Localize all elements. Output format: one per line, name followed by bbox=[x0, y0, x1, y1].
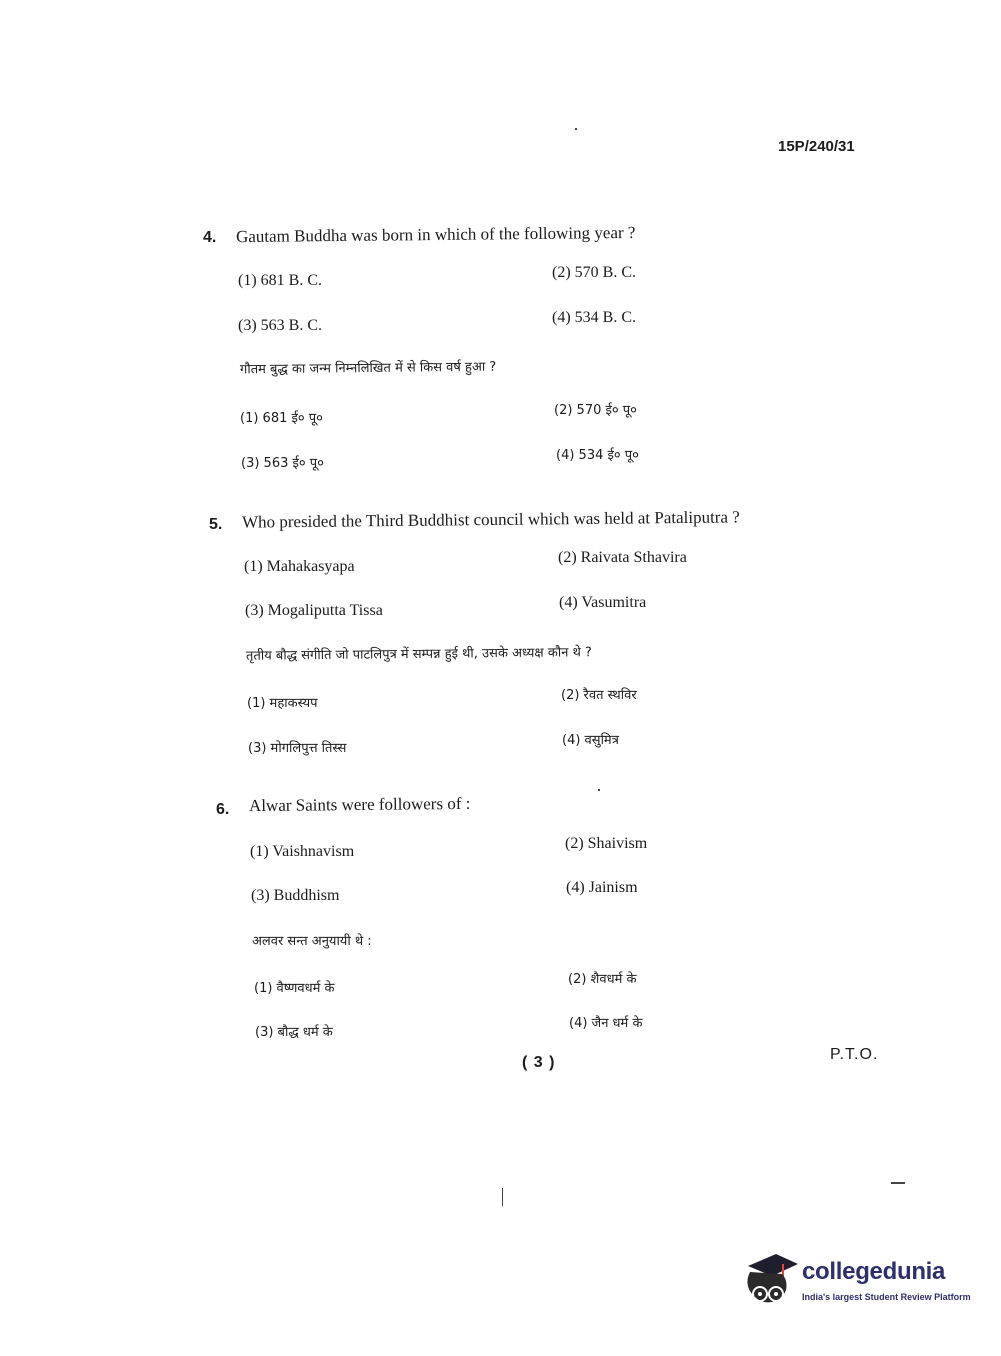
question-4-option-4-hi: (4) 534 ई० पू० bbox=[556, 448, 639, 463]
scan-mark bbox=[502, 1188, 503, 1206]
question-4-option-1-en: (1) 681 B. C. bbox=[238, 272, 322, 289]
question-5-text-en: Who presided the Third Buddhist council which was held at Pataliputra ? bbox=[241, 507, 740, 532]
scan-mark bbox=[891, 1182, 905, 1184]
question-4-number: 4. bbox=[203, 229, 217, 246]
question-6-option-2-hi: (2) शैवधर्म के bbox=[568, 972, 637, 987]
question-6-number: 6. bbox=[216, 801, 230, 818]
question-4-text-hi: गौतम बुद्ध का जन्म निम्नलिखित में से किस वर्ष हुआ ? bbox=[239, 359, 497, 378]
question-5-option-4-hi: (4) वसुमित्र bbox=[562, 733, 619, 748]
question-5-option-3-hi: (3) मोगलिपुत्त तिस्स bbox=[248, 741, 347, 756]
scan-speck bbox=[575, 128, 577, 130]
question-4-option-2-en: (2) 570 B. C. bbox=[552, 264, 636, 281]
question-5-option-2-en: (2) Raivata Sthavira bbox=[558, 549, 687, 566]
question-4-option-3-en: (3) 563 B. C. bbox=[238, 317, 322, 334]
question-5-option-1-en: (1) Mahakasyapa bbox=[244, 558, 355, 575]
pto-label: P.T.O. bbox=[830, 1046, 879, 1063]
question-6-option-1-hi: (1) वैष्णवधर्म के bbox=[254, 981, 335, 996]
paper-code: 15P/240/31 bbox=[778, 138, 855, 155]
question-6-option-4-hi: (4) जैन धर्म के bbox=[569, 1016, 643, 1031]
question-5-option-2-hi: (2) रैवत स्थविर bbox=[561, 688, 637, 703]
question-4-option-3-hi: (3) 563 ई० पू० bbox=[241, 456, 324, 471]
question-6-option-3-en: (3) Buddhism bbox=[251, 887, 340, 904]
question-4-text-en: Gautam Buddha was born in which of the following year ? bbox=[235, 222, 636, 247]
scan-speck bbox=[598, 789, 600, 791]
question-6-text-hi: अलवर सन्त अनुयायी थे : bbox=[252, 934, 372, 949]
question-6-option-2-en: (2) Shaivism bbox=[565, 835, 648, 852]
question-5-text-hi: तृतीय बौद्ध संगीति जो पाटलिपुत्र में सम्पन्न हुई थी, उसके अध्यक्ष कौन थे ? bbox=[245, 645, 592, 664]
page-number: ( 3 ) bbox=[522, 1054, 556, 1071]
collegedunia-watermark bbox=[742, 1248, 972, 1318]
question-4-option-2-hi: (2) 570 ई० पू० bbox=[554, 403, 637, 418]
question-6-option-1-en: (1) Vaishnavism bbox=[250, 843, 355, 860]
question-4-option-4-en: (4) 534 B. C. bbox=[552, 309, 636, 326]
brand-name: collegedunia bbox=[802, 1258, 946, 1285]
question-4-option-1-hi: (1) 681 ई० पू० bbox=[240, 411, 323, 426]
question-5-option-4-en: (4) Vasumitra bbox=[559, 594, 647, 611]
question-6-option-4-en: (4) Jainism bbox=[566, 879, 638, 896]
question-5-option-1-hi: (1) महाकस्यप bbox=[247, 696, 318, 711]
question-6-option-3-hi: (3) बौद्ध धर्म के bbox=[255, 1025, 333, 1040]
brand-tagline: India's largest Student Review Platform bbox=[802, 1292, 971, 1302]
question-6-text-en: Alwar Saints were followers of : bbox=[248, 793, 471, 816]
question-5-option-3-en: (3) Mogaliputta Tissa bbox=[245, 602, 383, 619]
mascot-icon bbox=[742, 1248, 800, 1314]
question-5-number: 5. bbox=[209, 516, 223, 533]
